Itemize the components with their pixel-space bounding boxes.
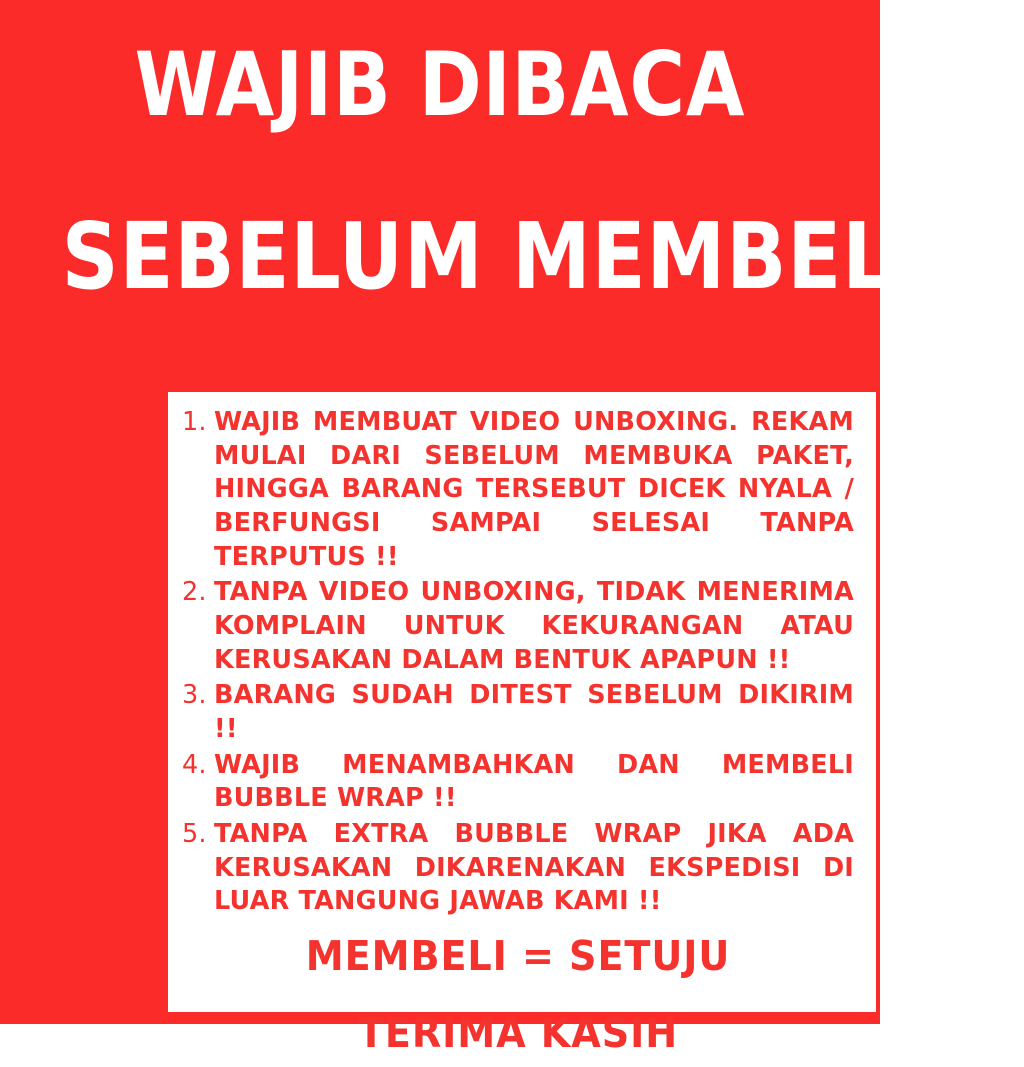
rules-card-inner xyxy=(168,392,876,1067)
rules-card xyxy=(168,392,876,1057)
footer-line-1: MEMBELI = SETUJU xyxy=(305,931,731,980)
rule-text: WAJIB MENAMBAHKAN DAN MEMBELI BUBBLE WRAP !! xyxy=(214,749,854,814)
headline-line-2: SEBELUM MEMBELI xyxy=(61,202,924,310)
rule-text: TANPA VIDEO UNBOXING, TIDAK MENERIMA KOMPLAIN UNTUK KEKURANGAN ATAU KERUSAKAN DALAM BENTUK APAPUN !! xyxy=(214,577,854,675)
rule-number: 4. xyxy=(182,749,207,780)
list-item xyxy=(182,576,854,677)
rule-number: 3. xyxy=(182,680,207,711)
rule-text: TANPA EXTRA BUBBLE WRAP JIKA ADA KERUSAKAN DIKARENAKAN EKSPEDISI DI LUAR TANGUNG JAWAB KAMI !! xyxy=(214,818,854,917)
list-item xyxy=(182,679,854,746)
rule-text: BARANG SUDAH DITEST SEBELUM DIKIRIM !! xyxy=(214,680,854,744)
headline-block xyxy=(0,33,924,310)
headline-line-1: WAJIB DIBACA xyxy=(134,33,746,136)
list-item xyxy=(182,818,854,919)
list-item xyxy=(182,749,854,816)
footer-line-2: TERIMA KASIH xyxy=(357,1008,679,1057)
list-item xyxy=(182,406,854,574)
rule-number: 5. xyxy=(182,818,207,849)
rule-number: 1. xyxy=(182,407,207,437)
rule-number: 2. xyxy=(182,577,207,608)
rule-text: WAJIB MEMBUAT VIDEO UNBOXING. REKAM MULAI DARI SEBELUM MEMBUKA PAKET, HINGGA BARANG TERSEBUT DICEK NYALA / BERFUNGSI SAMPAI SELESAI TANPA TERPUTUS !! xyxy=(214,407,854,572)
rules-list xyxy=(182,406,854,919)
